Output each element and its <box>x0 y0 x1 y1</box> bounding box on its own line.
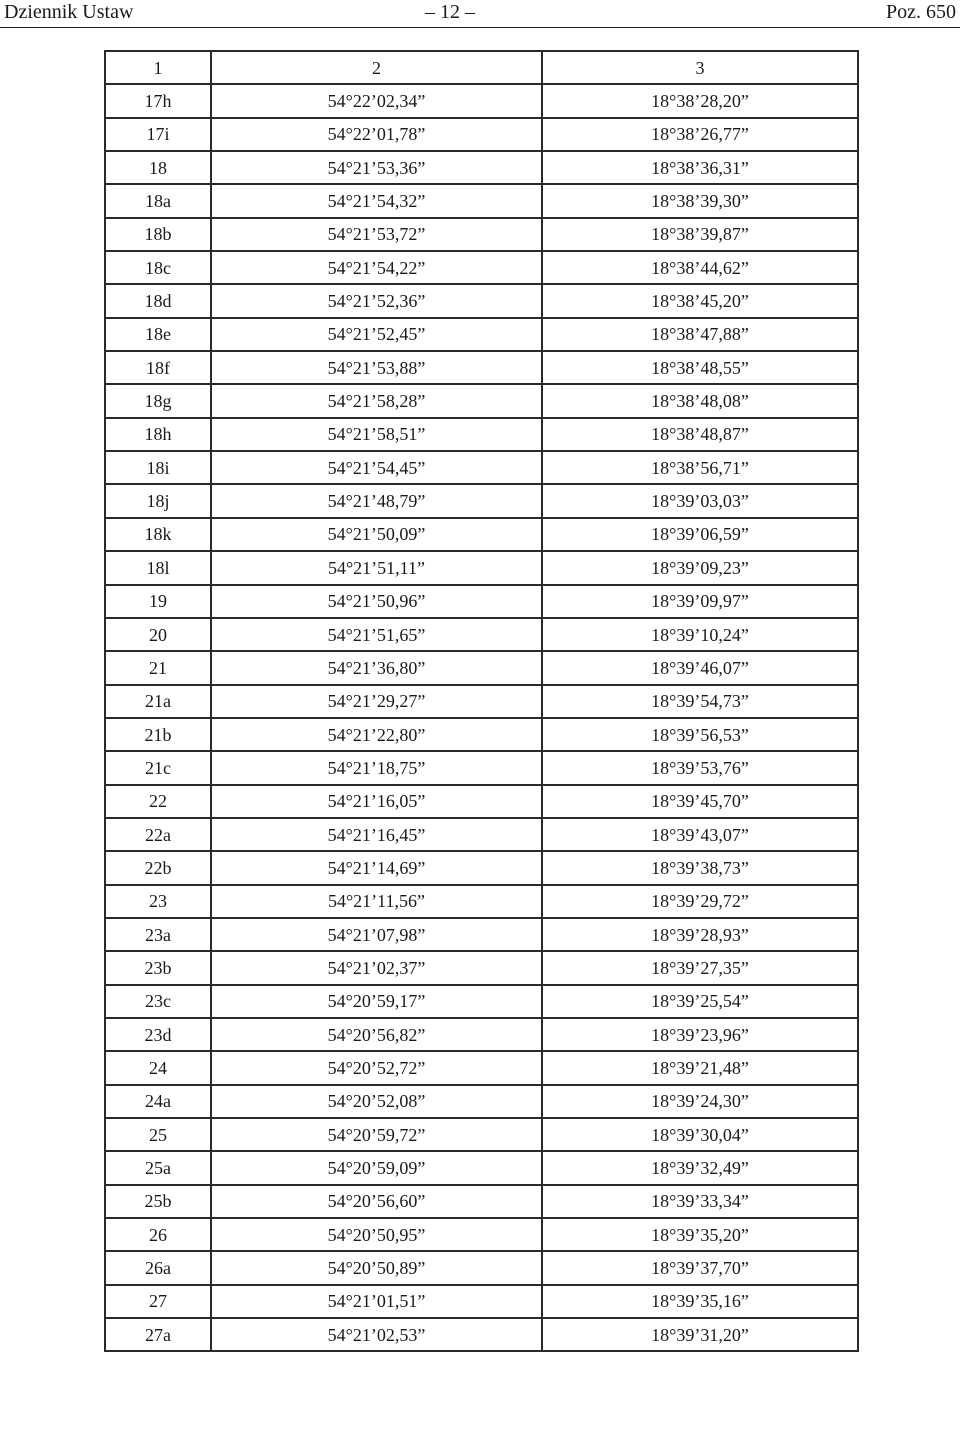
latitude-cell: 54°22’02,34” <box>211 84 542 117</box>
point-id-cell: 18d <box>105 284 211 317</box>
table-row <box>105 851 858 884</box>
longitude-cell: 18°39’24,30” <box>542 1085 858 1118</box>
longitude-cell: 18°38’45,20” <box>542 284 858 317</box>
point-id-cell: 23d <box>105 1018 211 1051</box>
table-row <box>105 84 858 117</box>
latitude-cell: 54°20’56,60” <box>211 1185 542 1218</box>
latitude-cell: 54°21’53,72” <box>211 218 542 251</box>
longitude-cell: 18°38’44,62” <box>542 251 858 284</box>
table-row <box>105 484 858 517</box>
longitude-cell: 18°38’47,88” <box>542 318 858 351</box>
latitude-cell: 54°20’50,89” <box>211 1251 542 1284</box>
latitude-cell: 54°21’02,53” <box>211 1318 542 1351</box>
table-row <box>105 384 858 417</box>
table-row <box>105 118 858 151</box>
longitude-cell: 18°39’35,16” <box>542 1285 858 1318</box>
longitude-cell: 18°38’48,87” <box>542 418 858 451</box>
point-id-cell: 23c <box>105 985 211 1018</box>
table-row <box>105 151 858 184</box>
latitude-cell: 54°21’29,27” <box>211 685 542 718</box>
point-id-cell: 18 <box>105 151 211 184</box>
point-id-cell: 21a <box>105 685 211 718</box>
longitude-cell: 18°39’09,97” <box>542 585 858 618</box>
page-header <box>0 0 960 28</box>
latitude-cell: 54°21’50,96” <box>211 585 542 618</box>
point-id-cell: 18i <box>105 451 211 484</box>
table-row <box>105 218 858 251</box>
table-row <box>105 1018 858 1051</box>
column-header: 2 <box>211 51 542 84</box>
latitude-cell: 54°21’14,69” <box>211 851 542 884</box>
table-row <box>105 551 858 584</box>
longitude-cell: 18°39’43,07” <box>542 818 858 851</box>
longitude-cell: 18°38’28,20” <box>542 84 858 117</box>
table-row <box>105 618 858 651</box>
point-id-cell: 23b <box>105 951 211 984</box>
point-id-cell: 18c <box>105 251 211 284</box>
table-body <box>105 51 858 1351</box>
table-row <box>105 418 858 451</box>
table-row <box>105 451 858 484</box>
latitude-cell: 54°20’59,17” <box>211 985 542 1018</box>
table-header-row <box>105 51 858 84</box>
table-row <box>105 985 858 1018</box>
table-row <box>105 718 858 751</box>
coordinates-table <box>104 50 859 1352</box>
point-id-cell: 18f <box>105 351 211 384</box>
table-row <box>105 284 858 317</box>
table-row <box>105 785 858 818</box>
longitude-cell: 18°39’56,53” <box>542 718 858 751</box>
table-row <box>105 651 858 684</box>
point-id-cell: 23a <box>105 918 211 951</box>
latitude-cell: 54°21’51,65” <box>211 618 542 651</box>
point-id-cell: 25a <box>105 1151 211 1184</box>
latitude-cell: 54°21’50,09” <box>211 518 542 551</box>
longitude-cell: 18°38’39,30” <box>542 184 858 217</box>
longitude-cell: 18°39’33,34” <box>542 1185 858 1218</box>
point-id-cell: 24a <box>105 1085 211 1118</box>
table-row <box>105 184 858 217</box>
latitude-cell: 54°21’51,11” <box>211 551 542 584</box>
latitude-cell: 54°21’58,51” <box>211 418 542 451</box>
latitude-cell: 54°21’53,36” <box>211 151 542 184</box>
table-row <box>105 1151 858 1184</box>
table-row <box>105 1218 858 1251</box>
latitude-cell: 54°21’16,45” <box>211 818 542 851</box>
table-row <box>105 1051 858 1084</box>
longitude-cell: 18°39’54,73” <box>542 685 858 718</box>
point-id-cell: 18l <box>105 551 211 584</box>
point-id-cell: 21b <box>105 718 211 751</box>
latitude-cell: 54°21’07,98” <box>211 918 542 951</box>
table-row <box>105 685 858 718</box>
latitude-cell: 54°21’48,79” <box>211 484 542 517</box>
latitude-cell: 54°20’56,82” <box>211 1018 542 1051</box>
point-id-cell: 25 <box>105 1118 211 1151</box>
latitude-cell: 54°21’36,80” <box>211 651 542 684</box>
table-row <box>105 1118 858 1151</box>
longitude-cell: 18°38’39,87” <box>542 218 858 251</box>
table-row <box>105 751 858 784</box>
point-id-cell: 27 <box>105 1285 211 1318</box>
longitude-cell: 18°38’48,08” <box>542 384 858 417</box>
latitude-cell: 54°21’02,37” <box>211 951 542 984</box>
longitude-cell: 18°39’35,20” <box>542 1218 858 1251</box>
longitude-cell: 18°39’21,48” <box>542 1051 858 1084</box>
latitude-cell: 54°21’11,56” <box>211 885 542 918</box>
table-row <box>105 518 858 551</box>
table-row <box>105 951 858 984</box>
point-id-cell: 21c <box>105 751 211 784</box>
longitude-cell: 18°39’45,70” <box>542 785 858 818</box>
longitude-cell: 18°38’26,77” <box>542 118 858 151</box>
point-id-cell: 26 <box>105 1218 211 1251</box>
point-id-cell: 21 <box>105 651 211 684</box>
page-number: – 12 – <box>425 1 475 23</box>
point-id-cell: 23 <box>105 885 211 918</box>
table-row <box>105 1185 858 1218</box>
table-row <box>105 1085 858 1118</box>
longitude-cell: 18°39’53,76” <box>542 751 858 784</box>
table-row <box>105 818 858 851</box>
table-row <box>105 585 858 618</box>
journal-title: Dziennik Ustaw <box>4 1 134 23</box>
longitude-cell: 18°39’03,03” <box>542 484 858 517</box>
latitude-cell: 54°21’54,32” <box>211 184 542 217</box>
latitude-cell: 54°20’59,09” <box>211 1151 542 1184</box>
latitude-cell: 54°22’01,78” <box>211 118 542 151</box>
point-id-cell: 18j <box>105 484 211 517</box>
point-id-cell: 20 <box>105 618 211 651</box>
longitude-cell: 18°39’23,96” <box>542 1018 858 1051</box>
longitude-cell: 18°39’28,93” <box>542 918 858 951</box>
table-row <box>105 351 858 384</box>
longitude-cell: 18°38’56,71” <box>542 451 858 484</box>
point-id-cell: 27a <box>105 1318 211 1351</box>
point-id-cell: 18h <box>105 418 211 451</box>
longitude-cell: 18°39’31,20” <box>542 1318 858 1351</box>
point-id-cell: 25b <box>105 1185 211 1218</box>
longitude-cell: 18°39’29,72” <box>542 885 858 918</box>
point-id-cell: 24 <box>105 1051 211 1084</box>
latitude-cell: 54°21’01,51” <box>211 1285 542 1318</box>
point-id-cell: 18e <box>105 318 211 351</box>
point-id-cell: 17i <box>105 118 211 151</box>
longitude-cell: 18°39’30,04” <box>542 1118 858 1151</box>
longitude-cell: 18°39’06,59” <box>542 518 858 551</box>
longitude-cell: 18°39’38,73” <box>542 851 858 884</box>
longitude-cell: 18°39’27,35” <box>542 951 858 984</box>
table-row <box>105 1285 858 1318</box>
point-id-cell: 18g <box>105 384 211 417</box>
point-id-cell: 18b <box>105 218 211 251</box>
point-id-cell: 22a <box>105 818 211 851</box>
latitude-cell: 54°21’16,05” <box>211 785 542 818</box>
latitude-cell: 54°21’54,22” <box>211 251 542 284</box>
latitude-cell: 54°21’58,28” <box>211 384 542 417</box>
column-header: 3 <box>542 51 858 84</box>
latitude-cell: 54°21’54,45” <box>211 451 542 484</box>
longitude-cell: 18°39’32,49” <box>542 1151 858 1184</box>
latitude-cell: 54°20’52,72” <box>211 1051 542 1084</box>
point-id-cell: 22 <box>105 785 211 818</box>
table-row <box>105 918 858 951</box>
point-id-cell: 19 <box>105 585 211 618</box>
table-row <box>105 318 858 351</box>
latitude-cell: 54°21’18,75” <box>211 751 542 784</box>
longitude-cell: 18°39’10,24” <box>542 618 858 651</box>
table-row <box>105 885 858 918</box>
latitude-cell: 54°21’52,36” <box>211 284 542 317</box>
longitude-cell: 18°38’48,55” <box>542 351 858 384</box>
latitude-cell: 54°20’50,95” <box>211 1218 542 1251</box>
longitude-cell: 18°39’46,07” <box>542 651 858 684</box>
table-row <box>105 1251 858 1284</box>
latitude-cell: 54°20’52,08” <box>211 1085 542 1118</box>
point-id-cell: 18a <box>105 184 211 217</box>
longitude-cell: 18°38’36,31” <box>542 151 858 184</box>
point-id-cell: 18k <box>105 518 211 551</box>
longitude-cell: 18°39’09,23” <box>542 551 858 584</box>
point-id-cell: 22b <box>105 851 211 884</box>
latitude-cell: 54°20’59,72” <box>211 1118 542 1151</box>
longitude-cell: 18°39’37,70” <box>542 1251 858 1284</box>
latitude-cell: 54°21’53,88” <box>211 351 542 384</box>
table-row <box>105 251 858 284</box>
position-number: Poz. 650 <box>886 1 956 23</box>
longitude-cell: 18°39’25,54” <box>542 985 858 1018</box>
table-row <box>105 1318 858 1351</box>
column-header: 1 <box>105 51 211 84</box>
point-id-cell: 17h <box>105 84 211 117</box>
latitude-cell: 54°21’22,80” <box>211 718 542 751</box>
point-id-cell: 26a <box>105 1251 211 1284</box>
latitude-cell: 54°21’52,45” <box>211 318 542 351</box>
